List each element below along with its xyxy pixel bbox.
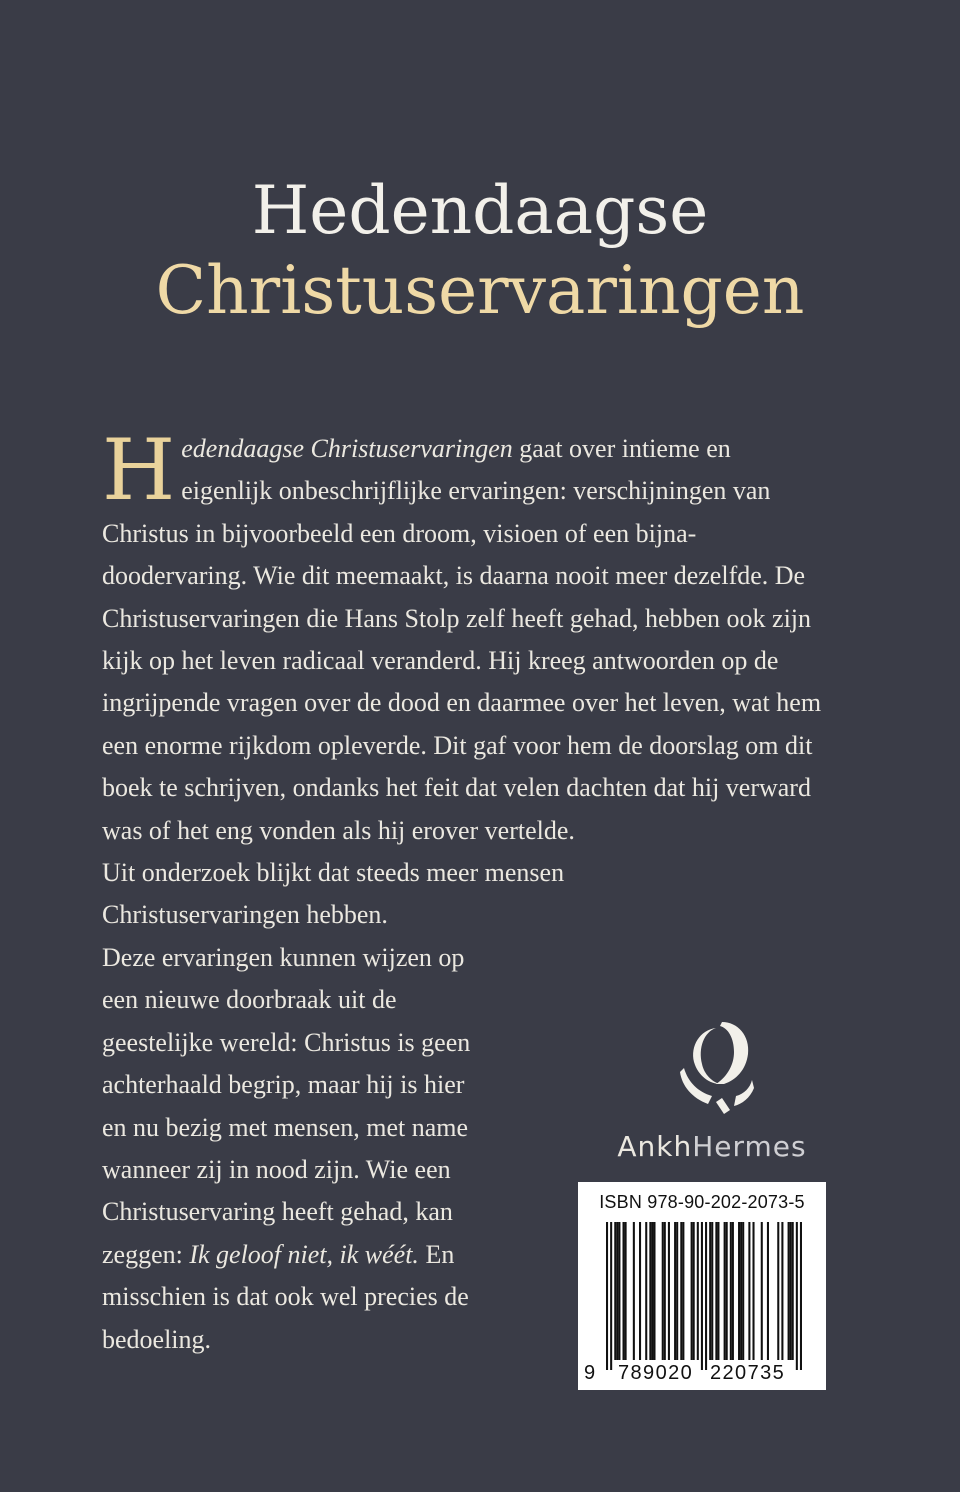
barcode-bar [777,1222,779,1360]
barcode-bar [800,1222,802,1370]
publisher-name-hermes: Hermes [692,1130,807,1163]
barcode-bar [740,1222,742,1360]
ean-digits [578,1362,826,1388]
barcode-bar [742,1222,744,1360]
barcode-bar [668,1222,670,1360]
barcode-bars [606,1222,802,1370]
drop-cap: H [102,421,176,519]
barcode-bar [618,1222,620,1360]
barcode-bar [662,1222,664,1360]
barcode-bar [653,1222,655,1360]
barcode-bar [606,1222,608,1370]
barcode-bar [701,1222,703,1370]
blurb-paragraph-2: Uit onderzoek blijkt dat steeds meer mensen Christuservaringen hebben. [102,858,565,930]
title-line-1: Hedendaagse [251,172,709,249]
barcode-bar [625,1222,627,1360]
barcode-bar [680,1222,682,1360]
ean-first-digit: 9 [584,1362,596,1384]
barcode-bar [748,1222,750,1360]
barcode-bar [730,1222,732,1360]
title-line-2: Christuservaringen [155,252,805,329]
barcode-bar [709,1222,711,1360]
barcode-bar [732,1222,734,1360]
barcode-bar [752,1222,754,1360]
barcode-bar [792,1222,794,1360]
barcode-bar [691,1222,693,1360]
barcode-bar [724,1222,726,1360]
barcode-bar [645,1222,647,1360]
barcode-bar [796,1222,798,1370]
barcode-bar [651,1222,653,1360]
barcode-bar [674,1222,676,1360]
barcode-bar [717,1222,719,1360]
barcode-bar [711,1222,713,1360]
barcode-bar [676,1222,678,1360]
barcode-bar [649,1222,651,1360]
barcode-bar [614,1222,616,1360]
barcode-bar [705,1222,707,1370]
ankhhermes-logo-icon [676,1018,754,1116]
barcode-bar [788,1222,790,1360]
barcode-bar [610,1222,612,1370]
blurb-paragraph-1 [102,421,822,852]
publisher-name-ankh: Ankh [617,1130,693,1163]
publisher-name [612,1130,812,1163]
barcode-bar [781,1222,783,1360]
barcode-bar [726,1222,728,1360]
barcode-bar [664,1222,666,1360]
publisher-logo [612,1018,812,1178]
blurb-paragraph-3-start: Deze ervaringen kunnen wijzen op een nieuwe doorbraak uit de geestelijke wereld: Christus is geen achterhaald begrip, maar hij is hier en nu bezig met mensen, met name wanneer zij in nood zijn. Wie een Christuservaring heeft gehad, kan zeggen: [102,942,471,1269]
barcode-bar [623,1222,625,1360]
ean-right-digits: 220735 [710,1362,786,1384]
quote-italic: Ik geloof niet, ik wéét. [189,1239,419,1269]
barcode-bar [697,1222,699,1360]
barcode-bar [682,1222,684,1360]
barcode-bar [767,1222,769,1360]
barcode-bar [790,1222,792,1360]
barcode-bar [616,1222,618,1360]
blurb-paragraph-1-text: gaat over intieme en eigenlijk onbeschrijflijke ervaringen: verschijningen van Christus in bijvoorbeeld een droom, visioen of een bijna-doodervaring. Wie dit meemaakt, is daarna nooit meer dezelfde. De Christuservaringen die Hans Stolp zelf heeft gehad, hebben ook zijn kijk op het leven radicaal veranderd. Hij kreeg antwoorden op de ingrijpende vragen over de dood en daarmee over het leven, wat hem een enorme rijkdom opleverde. Dit gaf voor hem de doorslag om dit boek te schrijven, ondanks het feit dat velen dachten dat hij verward was of het eng vonden als hij erover vertelde. [102,434,822,845]
barcode-bar [633,1222,635,1360]
barcode-bar [693,1222,695,1360]
ean-left-digits: 789020 [618,1362,694,1384]
barcode-panel [578,1182,826,1390]
blurb-paragraph-3-end: En misschien is dat ook wel precies de bedoeling. [102,1239,469,1354]
barcode-bar [715,1222,717,1360]
barcode-bar [639,1222,641,1360]
isbn-label: ISBN 978-90-202-2073-5 [599,1192,805,1212]
barcode-bar [761,1222,763,1360]
blurb-paragraph-3 [102,937,492,1361]
book-title-italic: edendaagse Christuservaringen [181,434,513,463]
barcode-bar [738,1222,740,1360]
